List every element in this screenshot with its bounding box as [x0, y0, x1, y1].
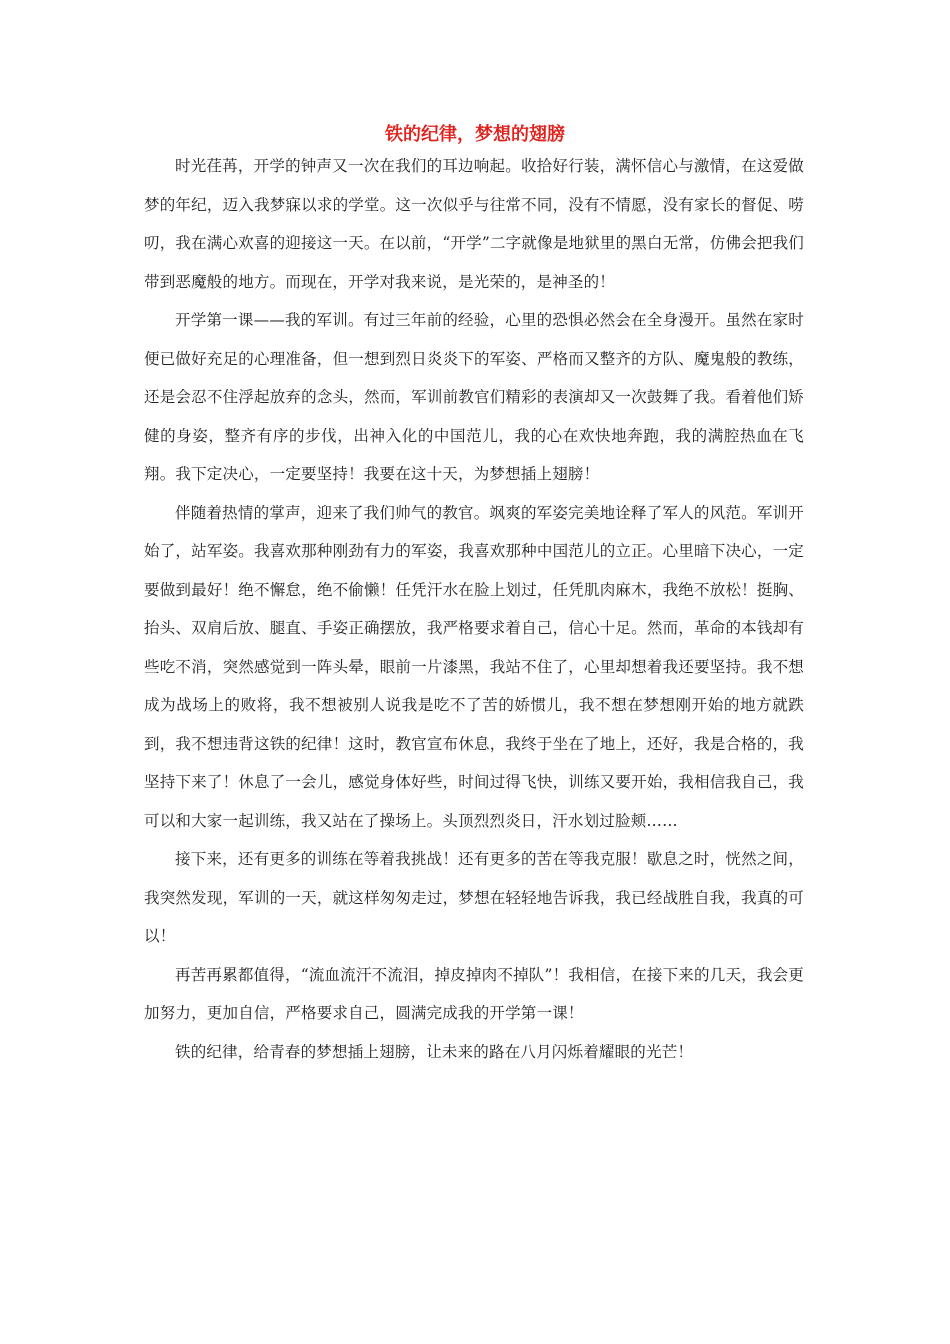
paragraph-5: 再苦再累都值得，“流血流汗不流泪，掉皮掉肉不掉队”！我相信，在接下来的几天，我会更加努力，更加自信，严格要求自己，圆满完成我的开学第一课！ — [144, 965, 804, 1022]
document-title: 铁的纪律，梦想的翅膀 — [385, 124, 565, 145]
paragraph-6: 铁的纪律，给青春的梦想插上翅膀，让未来的路在八月闪烁着耀眼的光芒！ — [175, 1042, 694, 1061]
paragraph-2: 开学第一课——我的军训。有过三年前的经验，心里的恐惧必然会在全身漫开。虽然在家时便已做好充足的心理准备，但一想到烈日炎炎下的军姿、严格而又整齐的方队、魔鬼般的教练，还是会忍不住浮起放弃的念头，然而，军训前教官们精彩的表演却又一次鼓舞了我。看着他们矫健的身姿，整齐有序的步伐，出神入化的中国范儿，我的心在欢快地奔跑，我的满腔热血在飞翔。我下定决心，一定要坚持！我要在这十天，为梦想插上翅膀！ — [144, 311, 804, 483]
paragraph-4: 接下来，还有更多的训练在等着我挑战！还有更多的苦在等我克服！歇息之时，恍然之间，我突然发现，军训的一天，就这样匆匆走过，梦想在轻轻地告诉我，我已经战胜自我，我真的可以！ — [144, 850, 804, 945]
paragraph-3: 伴随着热情的掌声，迎来了我们帅气的教官。飒爽的军姿完美地诠释了军人的风范。军训开始了，站军姿。我喜欢那种刚劲有力的军姿，我喜欢那种中国范儿的立正。心里暗下决心，一定要做到最好！绝不懈怠，绝不偷懒！任凭汗水在脸上划过，任凭肌肉麻木，我绝不放松！挺胸、抬头、双肩后放、腿直、手姿正确摆放，我严格要求着自己，信心十足。然而，革命的本钱却有些吃不消，突然感觉到一阵头晕，眼前一片漆黑，我站不住了，心里却想着我还要坚持。我不想成为战场上的败将，我不想被别人说我是吃不了苦的娇惯儿，我不想在梦想刚开始的地方就跌到，我不想违背这铁的纪律！这时，教官宣布休息，我终于坐在了地上，还好，我是合格的，我坚持下来了！休息了一会儿，感觉身体好些，时间过得飞快，训练又要开始，我相信我自己，我可以和大家一起训练，我又站在了操场上。头顶烈烈炎日，汗水划过脸颊…… — [144, 503, 804, 830]
document-body — [144, 147, 804, 1071]
paragraph-1: 时光荏苒，开学的钟声又一次在我们的耳边响起。收拾好行装，满怀信心与激情，在这爱做梦的年纪，迈入我梦寐以求的学堂。这一次似乎与往常不同，没有不情愿，没有家长的督促、唠叨，我在满心欢喜的迎接这一天。在以前，“开学”二字就像是地狱里的黑白无常，仿佛会把我们带到恶魔般的地方。而现在，开学对我来说，是光荣的，是神圣的！ — [144, 157, 804, 291]
